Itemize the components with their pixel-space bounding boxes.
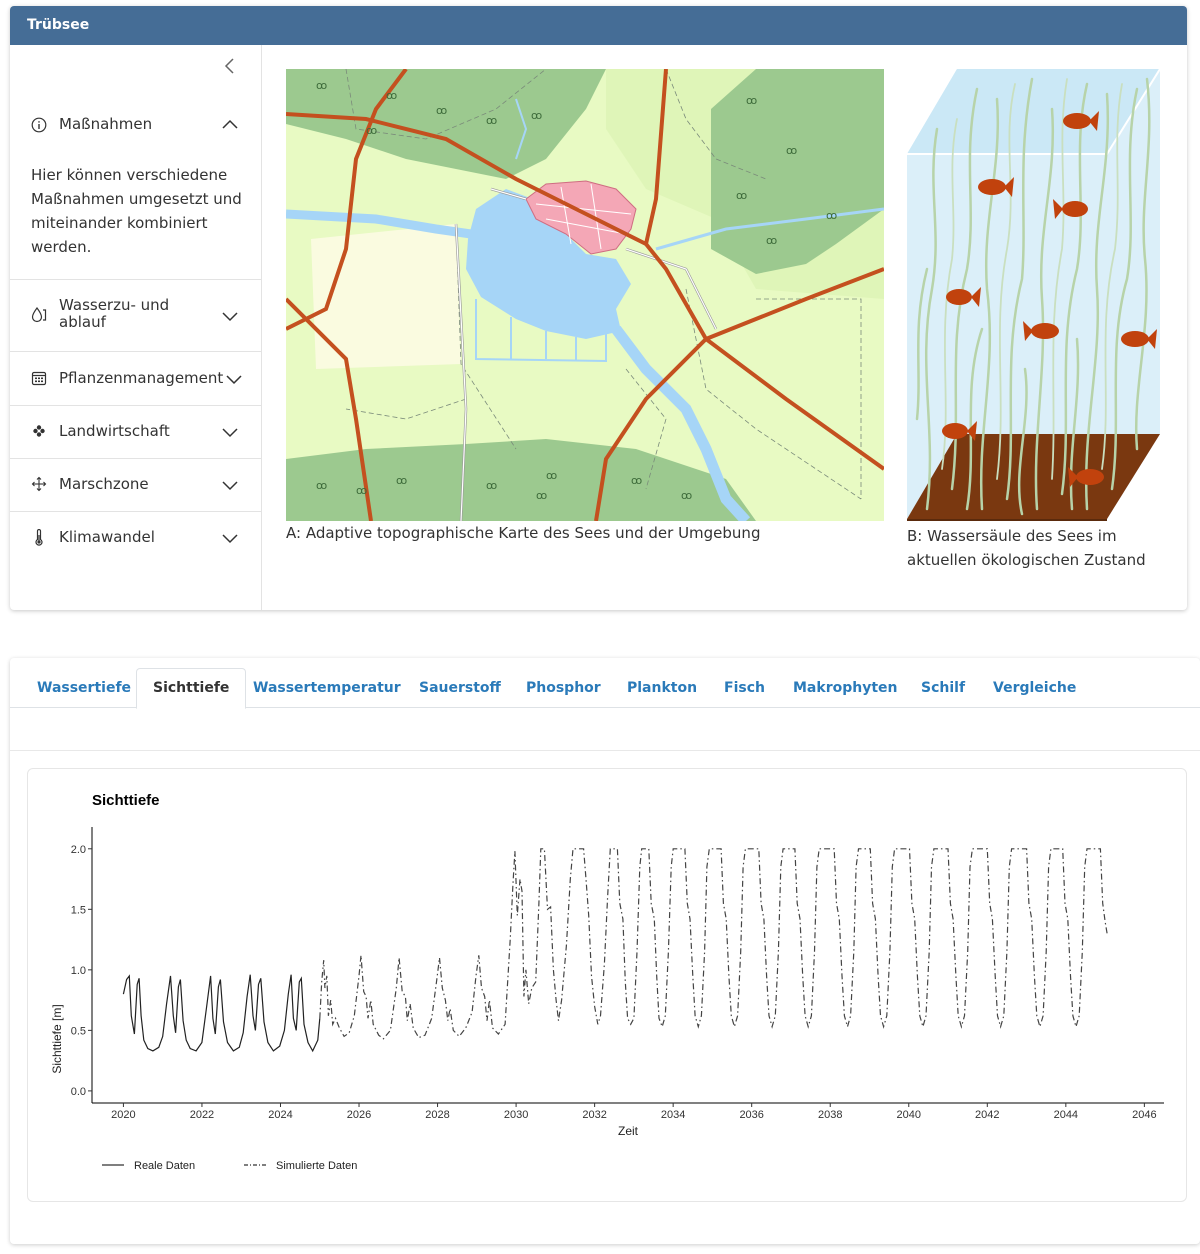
- series-line-real: [123, 975, 319, 1051]
- topographic-map: [286, 69, 884, 521]
- tab-fisch[interactable]: Fisch: [724, 680, 765, 696]
- thermometer-icon: [29, 529, 49, 551]
- lake-overview-card: [10, 6, 1187, 610]
- chevron-down-icon[interactable]: [220, 306, 240, 326]
- svg-text:ꝏ: ꝏ: [536, 489, 548, 502]
- x-tick-label: 2024: [268, 1109, 293, 1121]
- svg-text:ꝏ: ꝏ: [681, 489, 693, 502]
- sidebar-item-pflanzenmanagement[interactable]: [10, 352, 262, 406]
- sidebar-item-label: Pflanzenmanagement: [59, 369, 224, 387]
- sidebar-item-klimawandel[interactable]: [10, 512, 262, 565]
- chevron-down-icon[interactable]: [220, 422, 240, 442]
- svg-text:ꝏ: ꝏ: [366, 124, 378, 137]
- svg-text:ꝏ: ꝏ: [486, 479, 498, 492]
- x-tick-label: 2034: [660, 1109, 686, 1121]
- tab-sauerstoff[interactable]: Sauerstoff: [419, 680, 501, 696]
- svg-text:ꝏ: ꝏ: [631, 474, 643, 487]
- x-tick-label: 2022: [189, 1109, 215, 1121]
- card-header-title: Trübsee: [10, 6, 1187, 45]
- move-arrows-icon: [29, 476, 49, 496]
- y-tick-label: 0.5: [70, 1025, 86, 1038]
- chevron-up-icon[interactable]: [220, 115, 240, 135]
- sidebar-item-landwirtschaft[interactable]: [10, 406, 262, 459]
- legend-label: Simulierte Daten: [276, 1160, 358, 1172]
- x-tick-label: 2038: [817, 1109, 843, 1121]
- divider: [10, 750, 1200, 751]
- svg-text:ꝏ: ꝏ: [486, 114, 498, 127]
- x-tick-label: 2040: [896, 1109, 922, 1121]
- svg-text:ꝏ: ꝏ: [546, 469, 558, 482]
- y-tick-label: 0.0: [70, 1085, 86, 1098]
- sidebar-item-label: Marschzone: [59, 475, 149, 493]
- chevron-left-icon[interactable]: [221, 57, 239, 81]
- measures-sidebar: [10, 45, 262, 610]
- legend-label: Reale Daten: [134, 1160, 196, 1172]
- x-tick-label: 2026: [346, 1109, 372, 1121]
- x-tick-label: 2032: [582, 1109, 607, 1121]
- tab-sichttiefe[interactable]: Sichttiefe: [136, 668, 246, 709]
- chart-title: Sichttiefe: [92, 792, 160, 809]
- sidebar-item-label: Wasserzu- und ablauf: [59, 296, 170, 331]
- svg-text:ꝏ: ꝏ: [356, 484, 368, 497]
- chart-container: [27, 768, 1187, 1202]
- x-axis-label: Zeit: [617, 1124, 639, 1138]
- tab-phosphor[interactable]: Phosphor: [526, 680, 601, 696]
- tab-schilf[interactable]: Schilf: [921, 680, 966, 696]
- x-tick-label: 2028: [425, 1109, 450, 1121]
- svg-text:ꝏ: ꝏ: [531, 109, 543, 122]
- svg-text:ꝏ: ꝏ: [746, 94, 758, 107]
- sidebar-item-marschzone[interactable]: [10, 459, 262, 512]
- sidebar-item-label: Landwirtschaft: [59, 422, 170, 440]
- chevron-down-icon[interactable]: [220, 528, 240, 548]
- y-axis-label: Sichttiefe [m]: [50, 1004, 64, 1074]
- calendar-grid-icon: [29, 370, 49, 390]
- sidebar-item-wasserzu[interactable]: [10, 280, 262, 352]
- svg-text:ꝏ: ꝏ: [786, 144, 798, 157]
- svg-text:ꝏ: ꝏ: [736, 189, 748, 202]
- tab-makrophyten[interactable]: Makrophyten: [793, 680, 898, 696]
- result-tabs: [10, 658, 1200, 708]
- x-tick-label: 2020: [111, 1109, 136, 1121]
- tab-vergleiche[interactable]: Vergleiche: [993, 680, 1077, 696]
- y-tick-label: 1.5: [70, 904, 86, 917]
- y-tick-label: 2.0: [70, 843, 86, 856]
- svg-text:ꝏ: ꝏ: [436, 104, 448, 117]
- flower-icon: [29, 423, 49, 443]
- series-line-simulated: [320, 849, 1107, 1039]
- tab-plankton[interactable]: Plankton: [627, 680, 698, 696]
- x-tick-label: 2042: [975, 1109, 1000, 1121]
- sidebar-item-label: Klimawandel: [59, 528, 155, 546]
- sidebar-description: Hier können verschiedene Maßnahmen umgesetzt und miteinander kombiniert werden.: [31, 166, 242, 256]
- svg-text:ꝏ: ꝏ: [766, 234, 778, 247]
- tab-wassertiefe[interactable]: Wassertiefe: [37, 680, 132, 696]
- svg-text:ꝏ: ꝏ: [396, 474, 408, 487]
- svg-text:ꝏ: ꝏ: [316, 479, 328, 492]
- svg-text:ꝏ: ꝏ: [386, 89, 398, 102]
- info-circle-icon: [29, 117, 49, 137]
- svg-text:ꝏ: ꝏ: [826, 209, 838, 222]
- x-tick-label: 2044: [1053, 1109, 1079, 1121]
- results-card: [10, 658, 1200, 1244]
- water-column-illustration: [907, 69, 1160, 521]
- y-tick-label: 1.0: [70, 964, 86, 977]
- x-tick-label: 2030: [503, 1109, 529, 1121]
- chevron-down-icon[interactable]: [220, 475, 240, 495]
- x-tick-label: 2046: [1132, 1109, 1157, 1121]
- map-caption: A: Adaptive topographische Karte des Sees und der Umgebung: [286, 524, 761, 542]
- svg-text:ꝏ: ꝏ: [316, 79, 328, 92]
- tab-wassertemperatur[interactable]: Wassertemperatur: [253, 680, 401, 696]
- visibility-depth-chart: [28, 769, 1186, 1201]
- x-tick-label: 2036: [739, 1109, 764, 1121]
- chevron-down-icon[interactable]: [224, 369, 244, 389]
- column-caption: B: Wassersäule des Sees im aktuellen ökologischen Zustand: [907, 527, 1146, 569]
- sidebar-section-label: Maßnahmen: [59, 115, 153, 133]
- water-drop-icon: [29, 306, 49, 328]
